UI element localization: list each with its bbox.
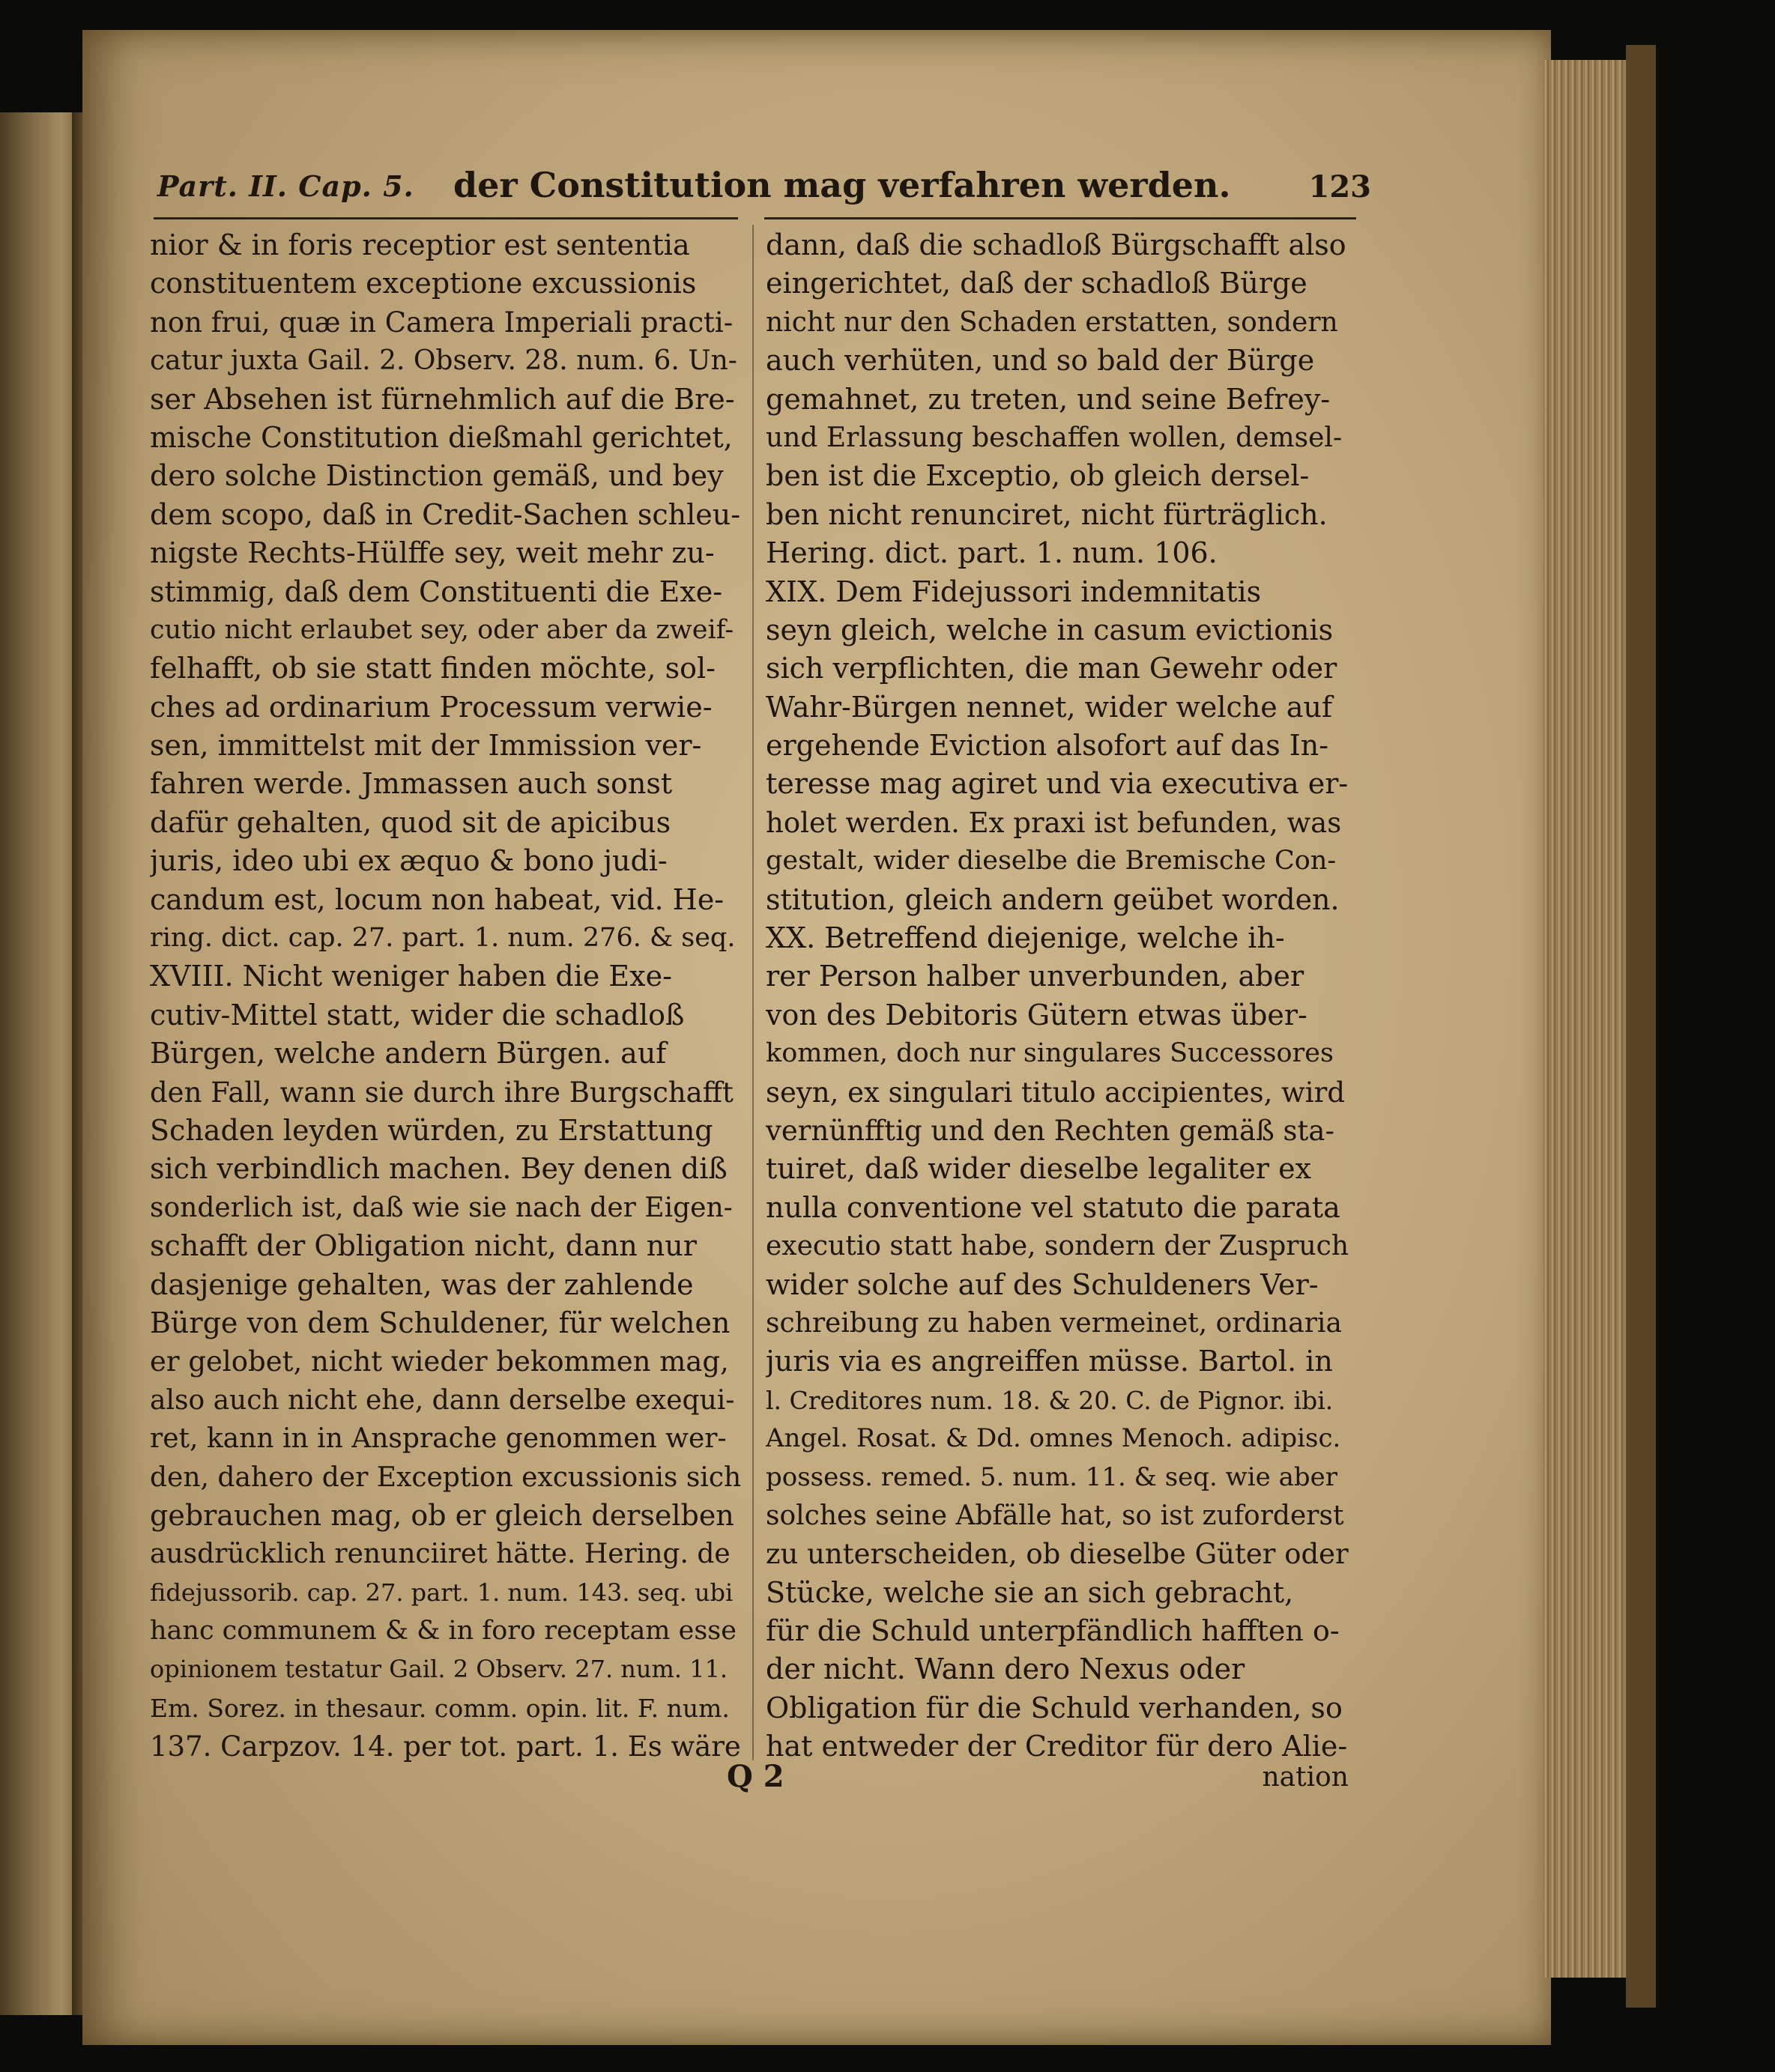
text-line: sich verpflichten, die man Gewehr oder: [766, 652, 1337, 685]
text-line: fidejussorib. cap. 27. part. 1. num. 143. seq. ubi: [150, 1578, 734, 1607]
text-line: juris via es angreiffen müsse. Bartol. in: [766, 1345, 1333, 1378]
text-line: er gelobet, nicht wieder bekommen mag,: [150, 1345, 729, 1378]
text-line: zu unterscheiden, ob dieselbe Güter oder: [766, 1538, 1349, 1571]
left-text-column: [150, 226, 742, 1766]
text-line: ches ad ordinarium Processum verwie-: [150, 690, 713, 724]
right-text-column: [766, 226, 1349, 1766]
text-line: gestalt, wider dieselbe die Bremische Con-: [766, 846, 1337, 876]
text-line: holet werden. Ex praxi ist befunden, was: [766, 806, 1342, 839]
text-line: ret, kann in in Ansprache genommen wer-: [150, 1423, 727, 1455]
text-line: solches seine Abfälle hat, so ist zuforderst: [766, 1500, 1344, 1531]
text-line: ben nicht renunciret, nicht fürträglich.: [766, 497, 1328, 531]
text-line: nigste Rechts-Hülffe sey, weit mehr zu-: [150, 536, 715, 570]
text-line: sich verbindlich machen. Bey denen diß: [150, 1152, 728, 1186]
text-line: fahren werde. Jmmassen auch sonst: [150, 767, 673, 801]
text-line: ergehende Eviction alsofort auf das In-: [766, 729, 1329, 763]
text-line: possess. remed. 5. num. 11. & seq. wie aber: [766, 1461, 1337, 1492]
text-line: stitution, gleich andern geübet worden.: [766, 882, 1340, 916]
text-line: dero solche Distinction gemäß, und bey: [150, 459, 724, 493]
header-part-chapter: Part. II. Cap. 5.: [157, 169, 414, 203]
text-line: felhafft, ob sie statt finden möchte, sol-: [150, 652, 716, 685]
text-line: l. Creditores num. 18. & 20. C. de Pignor. ibi.: [766, 1385, 1334, 1415]
text-line: Angel. Rosat. & Dd. omnes Menoch. adipisc.: [766, 1423, 1341, 1454]
text-line: den, dahero der Exception excussionis sich: [150, 1461, 742, 1493]
text-line: dasjenige gehalten, was der zahlende: [150, 1267, 694, 1301]
text-line: ring. dict. cap. 27. part. 1. num. 276. & seq.: [150, 923, 736, 954]
signature-mark: Q 2: [727, 1759, 784, 1794]
text-line: Wahr-Bürgen nennet, wider welche auf: [766, 690, 1333, 724]
text-line: Schaden leyden würden, zu Erstattung: [150, 1113, 713, 1147]
text-line: Bürgen, welche andern Bürgen. auf: [150, 1037, 667, 1070]
text-line: Obligation für die Schuld verhanden, so: [766, 1691, 1343, 1724]
text-line: XIX. Dem Fidejussori indemnitatis: [766, 575, 1262, 608]
text-line: Stücke, welche sie an sich gebracht,: [766, 1575, 1294, 1609]
text-line: vernünfftig und den Rechten gemäß sta-: [766, 1114, 1334, 1147]
text-line: nior & in foris receptior est sententia: [150, 228, 690, 261]
page-stack-edge: [1543, 60, 1636, 1978]
page-number: 123: [1308, 169, 1371, 205]
text-line: sonderlich ist, daß wie sie nach der Eigen-: [150, 1192, 733, 1223]
text-line: dafür gehalten, quod sit de apicibus: [150, 805, 671, 839]
text-line: von des Debitoris Gütern etwas über-: [766, 998, 1307, 1032]
text-line: constituentem exceptione excussionis: [150, 267, 697, 300]
text-line: mische Constitution dießmahl gerichtet,: [150, 420, 733, 454]
text-line: nicht nur den Schaden erstatten, sondern: [766, 306, 1338, 338]
text-line: executio statt habe, sondern der Zuspruch: [766, 1231, 1349, 1262]
text-line: XX. Betreffend diejenige, welche ih-: [766, 921, 1285, 955]
header-rule-right: [764, 217, 1356, 219]
text-line: 137. Carpzov. 14. per tot. part. 1. Es wäre: [150, 1730, 741, 1763]
text-line: tuiret, daß wider dieselbe legaliter ex: [766, 1152, 1312, 1186]
text-line: stimmig, daß dem Constituenti die Exe-: [150, 575, 723, 608]
text-line: dann, daß die schadloß Bürgschafft also: [766, 228, 1346, 261]
text-line: für die Schuld unterpfändlich hafften o-: [766, 1614, 1340, 1648]
text-line: hanc communem & & in foro receptam esse: [150, 1616, 737, 1647]
text-line: hat entweder der Creditor für dero Alie-: [766, 1730, 1348, 1763]
text-line: ser Absehen ist fürnehmlich auf die Bre-: [150, 382, 735, 416]
text-line: nulla conventione vel statuto die parata: [766, 1190, 1340, 1224]
text-line: opinionem testatur Gail. 2 Observ. 27. num. 11.: [150, 1655, 728, 1684]
text-line: ausdrücklich renunciiret hätte. Hering. de: [150, 1539, 731, 1570]
text-line: teresse mag agiret und via executiva er-: [766, 767, 1349, 801]
text-line: XVIII. Nicht weniger haben die Exe-: [150, 960, 672, 993]
page-footer: [727, 1759, 1349, 1804]
text-line: auch verhüten, und so bald der Bürge: [766, 344, 1315, 378]
text-line: und Erlassung beschaffen wollen, demsel-: [766, 422, 1343, 453]
text-line: eingerichtet, daß der schadloß Bürge: [766, 267, 1307, 300]
text-line: candum est, locum non habeat, vid. He-: [150, 882, 725, 916]
text-line: catur juxta Gail. 2. Observ. 28. num. 6. Un-: [150, 345, 737, 377]
text-line: ben ist die Exceptio, ob gleich dersel-: [766, 459, 1310, 493]
text-line: kommen, doch nur singulares Successores: [766, 1038, 1334, 1069]
text-line: gemahnet, zu treten, und seine Befrey-: [766, 382, 1331, 416]
running-header: [157, 165, 1371, 222]
text-line: schafft der Obligation nicht, dann nur: [150, 1229, 697, 1263]
text-line: also auch nicht ehe, dann derselbe exequi-: [150, 1384, 735, 1416]
header-title: der Constitution mag verfahren werden.: [453, 165, 1231, 205]
text-line: seyn gleich, welche in casum evictionis: [766, 613, 1334, 646]
text-line: Hering. dict. part. 1. num. 106.: [766, 536, 1218, 570]
text-line: sen, immittelst mit der Immission ver-: [150, 729, 702, 763]
text-line: den Fall, wann sie durch ihre Burgschafft: [150, 1076, 734, 1109]
text-line: non frui, quæ in Camera Imperiali practi-: [150, 306, 734, 339]
text-line: Bürge von dem Schuldener, für welchen: [150, 1306, 731, 1339]
header-rule-left: [154, 217, 738, 219]
text-line: der nicht. Wann dero Nexus oder: [766, 1653, 1245, 1686]
text-line: seyn, ex singulari titulo accipientes, wird: [766, 1076, 1346, 1109]
text-line: cutiv-Mittel statt, wider die schadloß: [150, 998, 685, 1032]
column-divider: [752, 225, 754, 1760]
text-line: cutio nicht erlaubet sey, oder aber da zweif-: [150, 614, 734, 645]
text-line: dem scopo, daß in Credit-Sachen schleu-: [150, 497, 741, 531]
book-cover-edge: [1626, 45, 1656, 2008]
facing-page-edge: [0, 112, 82, 2015]
text-line: schreibung zu haben vermeinet, ordinaria: [766, 1307, 1342, 1339]
text-line: gebrauchen mag, ob er gleich derselben: [150, 1498, 734, 1532]
catchword: nation: [1262, 1762, 1349, 1793]
text-line: rer Person halber unverbunden, aber: [766, 960, 1304, 993]
text-line: wider solche auf des Schuldeners Ver-: [766, 1267, 1319, 1301]
text-line: Em. Sorez. in thesaur. comm. opin. lit. F. num.: [150, 1693, 730, 1723]
text-line: juris, ideo ubi ex æquo & bono judi-: [150, 844, 668, 878]
